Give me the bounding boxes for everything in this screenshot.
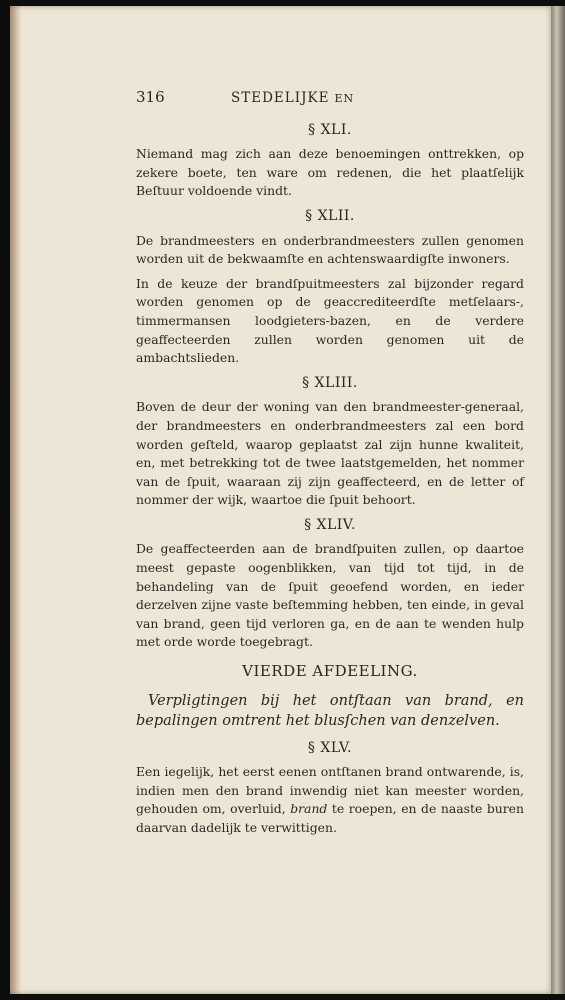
running-title: STEDELIJKE EN bbox=[231, 90, 355, 106]
running-header bbox=[136, 88, 524, 109]
paragraph-xlii-2: In de keuze der brandſpuitmeesters zal bijzonder regard worden genomen op de geaccrediteerdſte metſelaars-, timmermansen loodgieters-bazen, en de verdere geaffecteerden zullen worden genomen uit de ambachtslieden. bbox=[136, 275, 524, 366]
section-heading-xliv: § XLIV. bbox=[304, 516, 356, 533]
division-heading: VIERDE AFDEELING. bbox=[242, 662, 418, 681]
emphasis-brand: brand bbox=[290, 801, 328, 817]
division-subtitle: Verpligtingen bij het ontſtaan van brand, en bepalingen omtrent het blusſchen van denzelven. bbox=[136, 692, 524, 729]
paragraph-xlii-1: De brandmeesters en onderbrandmeesters zullen genomen worden uit de bekwaamſte en achtenswaardigſte inwoners. bbox=[136, 232, 524, 267]
section-heading-xlii: § XLII. bbox=[305, 207, 355, 224]
page-number: 316 bbox=[136, 88, 165, 106]
page-edge bbox=[551, 6, 565, 994]
section-heading-xli: § XLI. bbox=[308, 121, 352, 138]
paragraph-xliv: De geaffecteerden aan de brandſpuiten zullen, op daartoe meest gepaste oogenblikken, van tijd tot tijd, in de behandeling van de ſpuit geoefend worden, en ieder derzelven zijne vaste beſtemming hebben, ten einde, in geval van brand, geen tijd verloren ga, en de aan te wenden hulp met orde worde toegebragt. bbox=[136, 541, 524, 650]
page-content bbox=[136, 88, 524, 844]
paragraph-xliii: Boven de deur der woning van den brandmeester-generaal, der brandmeesters en onderbrandmeesters zal een bord worden geſteld, waarop geplaatst zal zijn hunne kwaliteit, en, met betrekking tot de twee laatstgemelden, het nommer van de ſpuit, waaraan zij zijn geaffecteerd, en de letter of nommer der wijk, waartoe die ſpuit behoort. bbox=[136, 399, 524, 508]
paragraph-xli: Niemand mag zich aan deze benoemingen onttrekken, op zekere boete, ten ware om redenen, die het plaatſelijk Beſtuur voldoende vindt. bbox=[136, 146, 524, 199]
section-heading-xliii: § XLIII. bbox=[302, 374, 358, 391]
section-heading-xlv: § XLV. bbox=[307, 739, 353, 756]
paragraph-xlv: Een iegelijk, het eerst eenen ontſtanen brand ontwarende, is, indien men den brand inwendig niet kan meester worden, gehouden om, overluid, brand te roepen, en de naaste buren daarvan dadelijk te verwittigen. bbox=[136, 764, 524, 835]
